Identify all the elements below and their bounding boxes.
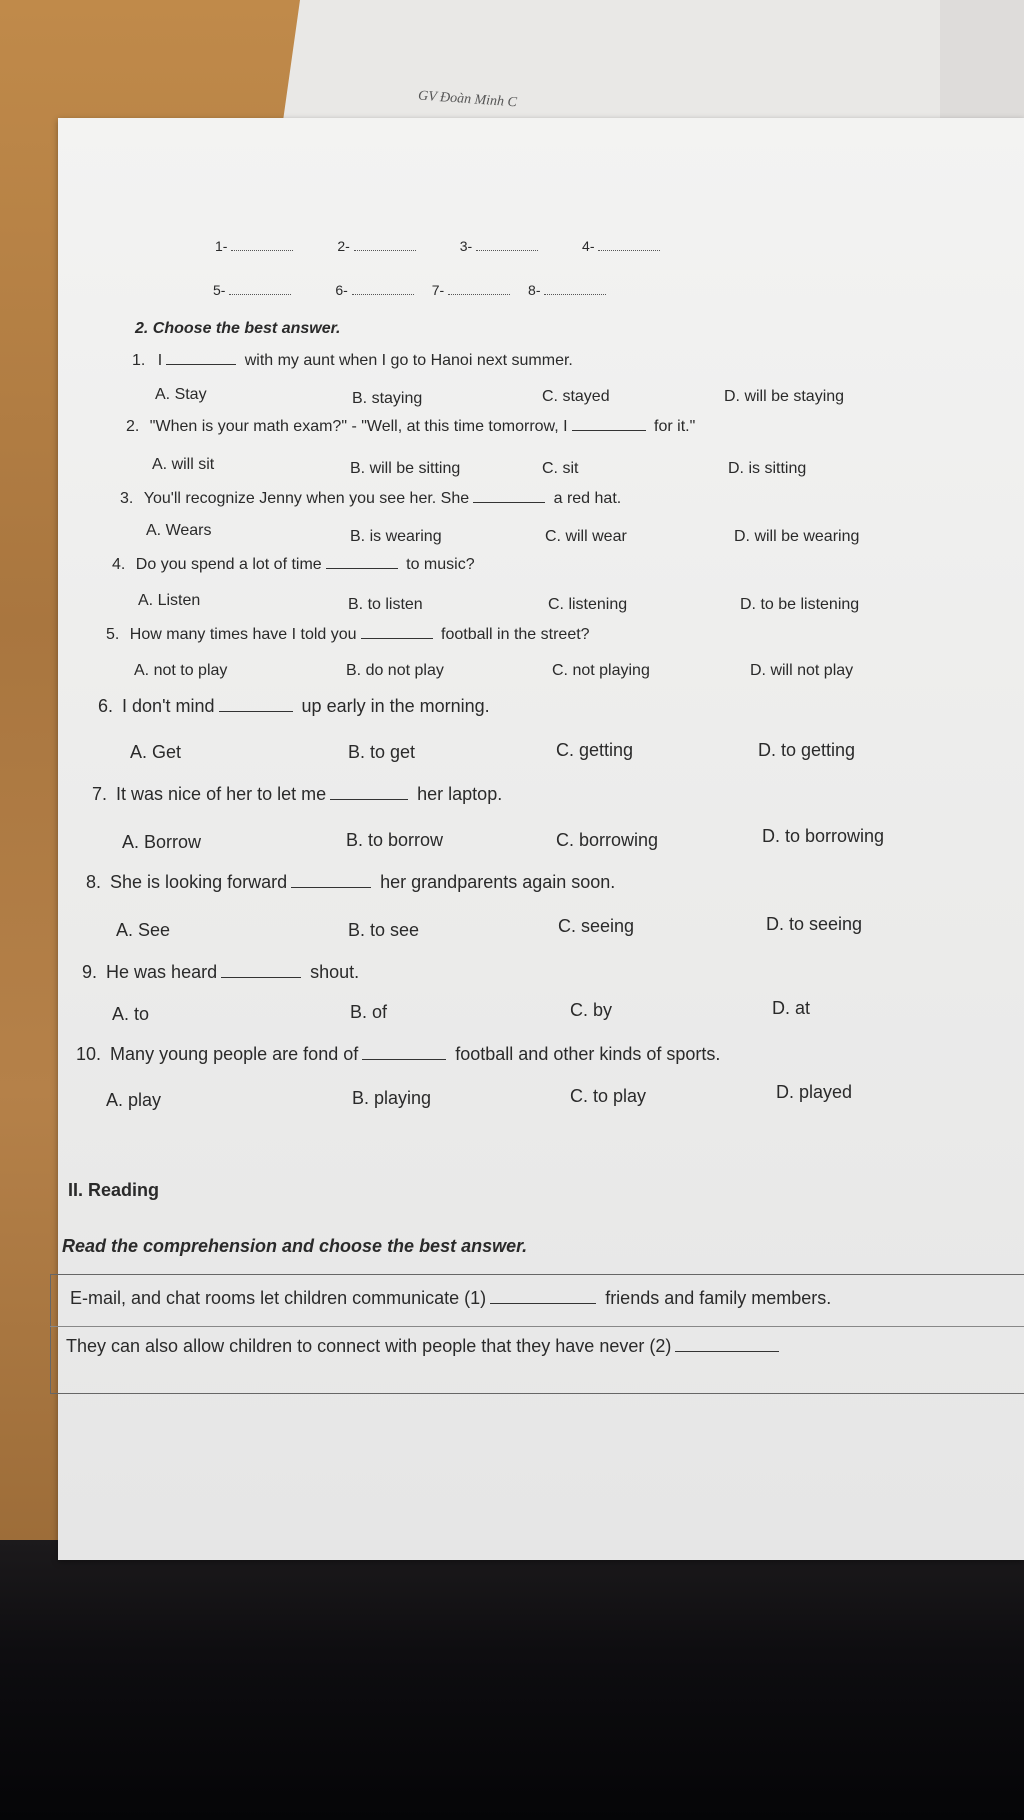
answer-blank[interactable]	[166, 364, 236, 365]
answer-blank[interactable]	[291, 887, 371, 888]
answer-blank[interactable]	[330, 799, 408, 800]
option-a[interactable]: A. to	[112, 1004, 150, 1024]
option-b[interactable]: B. to see	[348, 920, 420, 940]
passage-divider	[50, 1326, 1024, 1327]
answer-numbers-row-2	[213, 282, 606, 298]
question-stem: with my aunt when I go to Hanoi next summer.	[244, 352, 573, 369]
answer-blank[interactable]	[352, 284, 414, 295]
option-c[interactable]: C. not playing	[552, 662, 650, 679]
question-stem: I don't mind	[122, 696, 215, 716]
passage-line-1	[70, 1288, 831, 1309]
reading-instruction: Read the comprehension and choose the best answer.	[62, 1236, 528, 1256]
question-8	[86, 872, 615, 893]
option-a[interactable]: A. Stay	[155, 386, 207, 403]
option-b[interactable]: B. of	[350, 1002, 388, 1022]
option-d[interactable]: D. at	[772, 998, 811, 1018]
question-number: 6.	[98, 696, 114, 716]
question-stem: a red hat.	[553, 490, 622, 507]
passage-text: friends and family members.	[605, 1288, 832, 1308]
question-stem: How many times have I told you	[129, 626, 357, 643]
answer-blank[interactable]	[490, 1303, 596, 1304]
option-c[interactable]: C. getting	[556, 740, 634, 760]
option-d[interactable]: D. to borrowing	[762, 826, 885, 846]
answer-number: 4-	[582, 238, 595, 254]
option-b[interactable]: B. to listen	[348, 596, 423, 613]
passage-line-2	[66, 1336, 783, 1357]
option-d[interactable]: D. played	[776, 1082, 853, 1102]
question-number: 1.	[132, 352, 146, 369]
question-9	[82, 962, 359, 983]
option-a[interactable]: A. play	[106, 1090, 162, 1110]
question-6	[98, 696, 490, 717]
answer-blank[interactable]	[221, 977, 301, 978]
option-c[interactable]: C. sit	[542, 460, 579, 477]
question-stem: to music?	[406, 556, 475, 573]
question-stem: up early in the morning.	[301, 696, 490, 716]
option-b[interactable]: B. playing	[352, 1088, 432, 1108]
option-d[interactable]: D. is sitting	[728, 460, 807, 477]
option-d[interactable]: D. will be wearing	[734, 528, 860, 545]
option-b[interactable]: B. to get	[348, 742, 416, 762]
option-c[interactable]: C. will wear	[545, 528, 627, 545]
question-stem: for it."	[654, 418, 696, 435]
answer-blank[interactable]	[361, 638, 433, 639]
answer-number: 5-	[213, 282, 226, 298]
section-title: 2. Choose the best answer.	[135, 320, 341, 337]
answer-blank[interactable]	[544, 284, 606, 295]
answer-number: 8-	[528, 282, 541, 298]
question-number: 5.	[106, 626, 120, 643]
option-b[interactable]: B. do not play	[346, 662, 444, 679]
question-number: 4.	[112, 556, 126, 573]
question-3	[120, 490, 621, 508]
answer-number: 7-	[431, 282, 445, 298]
passage-text: E-mail, and chat rooms let children communicate (1)	[70, 1288, 487, 1308]
question-7	[92, 784, 502, 805]
option-c[interactable]: C. listening	[548, 596, 628, 613]
option-c[interactable]: C. by	[570, 1000, 613, 1020]
answer-blank[interactable]	[572, 430, 646, 431]
question-stem: Many young people are fond of	[110, 1044, 359, 1064]
option-a[interactable]: A. Borrow	[122, 832, 202, 852]
option-d[interactable]: D. will not play	[750, 662, 854, 679]
answer-blank[interactable]	[362, 1059, 446, 1060]
answer-blank[interactable]	[473, 502, 545, 503]
answer-blank[interactable]	[354, 240, 416, 251]
question-2	[126, 418, 695, 436]
question-stem: football and other kinds of sports.	[455, 1044, 721, 1064]
option-c[interactable]: C. to play	[570, 1086, 647, 1106]
question-stem: You'll recognize Jenny when you see her. She	[143, 490, 470, 507]
option-c[interactable]: C. borrowing	[556, 830, 659, 850]
answer-number: 2-	[337, 238, 350, 254]
passage-text: They can also allow children to connect with people that they have never (2)	[66, 1336, 672, 1356]
option-a[interactable]: A. not to play	[134, 662, 228, 679]
question-5	[106, 626, 590, 644]
question-stem: football in the street?	[441, 626, 590, 643]
answer-number: 3-	[459, 238, 473, 254]
question-stem: I	[157, 352, 163, 369]
option-c[interactable]: C. seeing	[558, 916, 635, 936]
answer-blank[interactable]	[675, 1351, 779, 1352]
question-number: 2.	[126, 418, 140, 435]
question-stem: Do you spend a lot of time	[135, 556, 322, 573]
answer-blank[interactable]	[448, 284, 510, 295]
back-sheet-header: GV Đoàn Minh C	[417, 88, 518, 111]
option-b[interactable]: B. is wearing	[350, 528, 442, 545]
option-a[interactable]: A. Get	[130, 742, 182, 762]
option-b[interactable]: B. staying	[352, 390, 423, 407]
question-10	[76, 1044, 720, 1065]
question-number: 8.	[86, 872, 102, 892]
option-b[interactable]: B. to borrow	[346, 830, 444, 850]
question-stem: "When is your math exam?" - "Well, at this time tomorrow, I	[149, 418, 568, 435]
question-number: 7.	[92, 784, 108, 804]
answer-blank[interactable]	[476, 240, 538, 251]
option-a[interactable]: A. will sit	[152, 456, 215, 473]
answer-number: 1-	[215, 238, 228, 254]
question-stem: shout.	[310, 962, 360, 982]
answer-number: 6-	[335, 282, 348, 298]
answer-blank[interactable]	[326, 568, 398, 569]
reading-heading: II. Reading	[68, 1180, 160, 1200]
option-a[interactable]: A. See	[116, 920, 171, 940]
dark-background	[0, 1540, 1024, 1820]
question-stem: He was heard	[106, 962, 218, 982]
question-number: 9.	[82, 962, 98, 982]
answer-blank[interactable]	[598, 240, 660, 251]
question-stem: It was nice of her to let me	[116, 784, 327, 804]
option-a[interactable]: A. Listen	[138, 592, 201, 609]
option-b[interactable]: B. will be sitting	[350, 460, 461, 477]
question-number: 3.	[120, 490, 134, 507]
option-d[interactable]: D. to getting	[758, 740, 856, 760]
option-a[interactable]: A. Wears	[146, 522, 212, 539]
option-d[interactable]: D. will be staying	[724, 388, 845, 405]
answer-blank[interactable]	[219, 711, 293, 712]
question-stem: She is looking forward	[110, 872, 288, 892]
question-number: 10.	[76, 1044, 102, 1064]
answer-blank[interactable]	[229, 284, 291, 295]
question-stem: her grandparents again soon.	[380, 872, 616, 892]
answer-numbers-row-1	[215, 238, 660, 254]
answer-blank[interactable]	[231, 240, 293, 251]
option-d[interactable]: D. to seeing	[766, 914, 863, 934]
question-1	[132, 352, 573, 370]
option-d[interactable]: D. to be listening	[740, 596, 860, 613]
question-stem: her laptop.	[417, 784, 503, 804]
option-c[interactable]: C. stayed	[542, 388, 610, 405]
question-4	[112, 556, 475, 574]
